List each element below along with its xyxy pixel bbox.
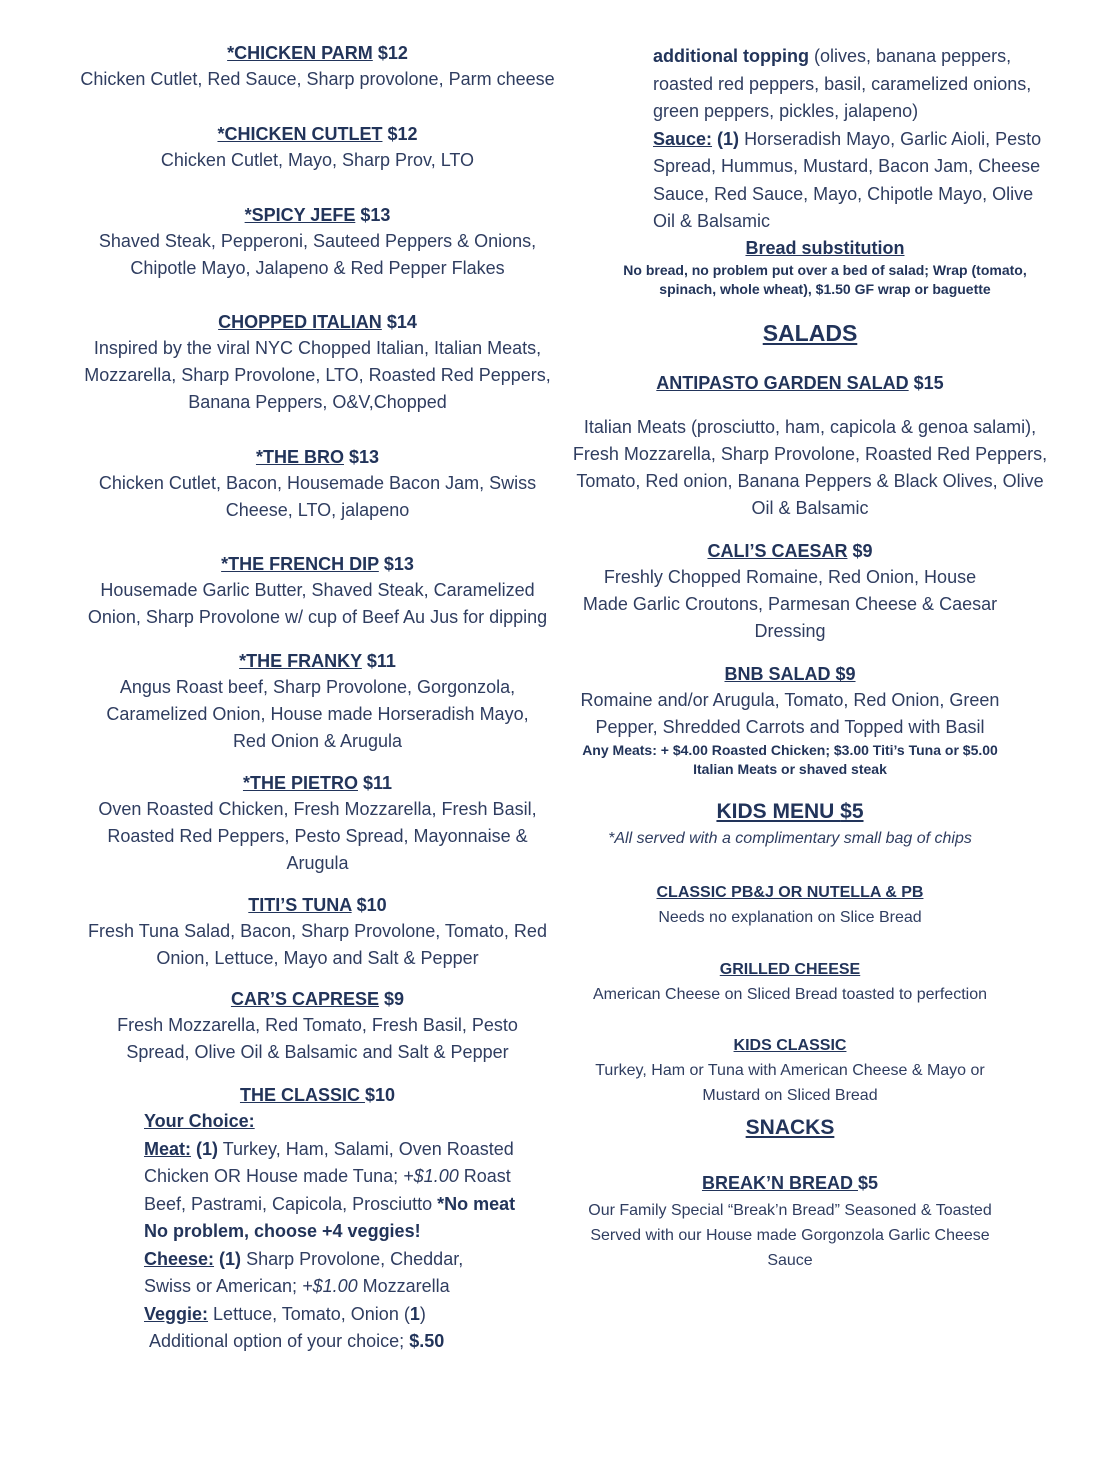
- item-price: $12: [387, 124, 418, 144]
- item-description: Roasted Red Peppers, Pesto Spread, Mayonnaise &: [107, 826, 528, 846]
- item-description: Inspired by the viral NYC Chopped Italian, Italian Meats,: [93, 338, 542, 358]
- menu-item-the-pietro: [30, 770, 605, 877]
- menu-item-the-bro: [30, 444, 605, 524]
- item-name: CLASSIC PB&J OR NUTELLA & PB: [656, 884, 924, 901]
- no-meat-note: *No meat: [437, 1193, 516, 1214]
- item-description: Cheese, LTO, jalapeno: [225, 500, 410, 520]
- item-price: $15: [913, 373, 944, 393]
- menu-item-french-dip: [30, 551, 605, 631]
- sauce-options: Spread, Hummus, Mustard, Bacon Jam, Cheese: [653, 156, 1041, 176]
- item-description: Romaine and/or Arugula, Tomato, Red Onion, Green: [580, 690, 1000, 710]
- additional-topping-label: additional topping: [653, 46, 809, 66]
- bread-substitution-text: No bread, no problem put over a bed of salad; Wrap (tomato,: [623, 262, 1027, 278]
- menu-item-chopped-italian: [30, 309, 605, 416]
- veggie-options: Lettuce, Tomato, Onion (: [213, 1303, 410, 1324]
- sauce-label: Sauce:: [653, 128, 713, 149]
- item-name: GRILLED CHEESE: [719, 961, 861, 978]
- meat-options: Beef, Pastrami, Capicola, Prosciutto: [144, 1193, 433, 1214]
- bread-substitution-title: Bread substitution: [745, 238, 905, 258]
- item-name: ANTIPASTO GARDEN SALAD: [656, 373, 909, 393]
- item-description: American Cheese on Sliced Bread toasted to perfection: [592, 986, 987, 1003]
- meat-upcharge: +$1.00: [403, 1166, 459, 1186]
- item-name: *THE FRENCH DIP: [221, 554, 379, 574]
- item-description: Italian Meats (prosciutto, ham, capicola & genoa salami),: [583, 417, 1037, 437]
- menu-item-the-classic: [30, 1082, 605, 1108]
- bread-substitution-text: spinach, whole wheat), $1.50 GF wrap or baguette: [659, 281, 991, 297]
- item-price: $5: [857, 1173, 879, 1193]
- meat-options: Chicken OR House made Tuna;: [144, 1166, 399, 1186]
- your-choice-label: Your Choice:: [144, 1111, 255, 1131]
- item-description: Banana Peppers, O&V,Chopped: [188, 392, 447, 412]
- cheese-options: Sharp Provolone, Cheddar,: [246, 1248, 464, 1269]
- meat-count: (1): [196, 1138, 219, 1159]
- item-description: Freshly Chopped Romaine, Red Onion, House: [603, 567, 977, 587]
- item-name: CAR’S CAPRESE: [230, 989, 379, 1009]
- sauce-count: (1): [717, 128, 740, 149]
- veggie-count: 1: [409, 1303, 420, 1324]
- salads-section-heading: [550, 320, 1070, 347]
- topping-list: green peppers, pickles, jalapeno): [653, 101, 919, 121]
- meat-options: Turkey, Ham, Salami, Oven Roasted: [222, 1138, 514, 1159]
- sauce-options: Oil & Balsamic: [653, 211, 771, 231]
- item-description: Fresh Tuna Salad, Bacon, Sharp Provolone, Tomato, Red: [88, 921, 547, 941]
- item-name: BNB SALAD $9: [724, 664, 856, 684]
- item-name: *THE PIETRO: [242, 773, 358, 793]
- cheese-label: Cheese:: [144, 1248, 215, 1269]
- item-name: *CHICKEN CUTLET: [217, 124, 383, 144]
- item-name: BREAK’N BREAD: [701, 1173, 858, 1193]
- classic-options: [144, 1108, 564, 1356]
- item-name: CHOPPED ITALIAN: [218, 312, 382, 332]
- section-heading: SNACKS: [745, 1116, 835, 1139]
- item-price: $11: [362, 773, 393, 793]
- item-description: Arugula: [286, 853, 349, 873]
- item-description: Fresh Mozzarella, Red Tomato, Fresh Basil, Pesto: [117, 1015, 518, 1035]
- antipasto-description: [550, 414, 1070, 522]
- section-heading: SALADS: [762, 320, 858, 346]
- item-price: $11: [366, 651, 396, 671]
- meat-options: Roast: [463, 1166, 511, 1186]
- item-description: Angus Roast beef, Sharp Provolone, Gorgonzola,: [119, 677, 516, 697]
- menu-item-pbj: [530, 881, 1050, 930]
- item-description: Chicken Cutlet, Mayo, Sharp Prov, LTO: [160, 150, 475, 170]
- kids-note: *All served with a complimentary small bag of chips: [608, 830, 972, 847]
- item-description: Mozzarella, Sharp Provolone, LTO, Roasted Red Peppers,: [84, 365, 551, 385]
- veggie-options: ): [419, 1303, 426, 1324]
- item-name: *THE FRANKY: [239, 651, 362, 671]
- cheese-count: (1): [219, 1248, 242, 1269]
- item-price: $9: [384, 989, 405, 1009]
- topping-list: roasted red peppers, basil, caramelized onions,: [653, 73, 1032, 94]
- item-price: $9: [852, 541, 873, 561]
- item-description: Made Garlic Croutons, Parmesan Cheese & Caesar: [582, 594, 998, 614]
- item-description: Housemade Garlic Butter, Shaved Steak, Caramelized: [100, 580, 535, 600]
- menu-item-titis-tuna: [30, 892, 605, 972]
- item-price: $10: [356, 895, 387, 915]
- cheese-upcharge: +$1.00: [302, 1276, 358, 1296]
- additional-option: Additional option of your choice;: [149, 1331, 405, 1351]
- item-description: Tomato, Red onion, Banana Peppers & Black Olives, Olive: [576, 471, 1044, 491]
- menu-item-kids-classic: [530, 1034, 1050, 1108]
- item-description: Fresh Mozzarella, Sharp Provolone, Roasted Red Peppers,: [572, 444, 1048, 464]
- item-description: Pepper, Shredded Carrots and Topped with Basil: [595, 717, 985, 737]
- item-description: Oil & Balsamic: [751, 498, 869, 518]
- item-description: Chicken Cutlet, Red Sauce, Sharp provolone, Parm cheese: [80, 69, 555, 89]
- item-description: Sauce: [767, 1252, 813, 1269]
- menu-item-bnb-salad: [530, 661, 1050, 779]
- item-price: $13: [383, 554, 414, 574]
- cheese-options: Swiss or American;: [144, 1276, 298, 1296]
- item-description: Chicken Cutlet, Bacon, Housemade Bacon Jam, Swiss: [98, 473, 537, 493]
- menu-item-spicy-jefe: [30, 202, 605, 282]
- item-description: Turkey, Ham or Tuna with American Cheese & Mayo or: [595, 1062, 985, 1079]
- item-price: $10: [364, 1085, 396, 1105]
- item-description: Dressing: [754, 621, 826, 641]
- no-meat-note: No problem, choose +4 veggies!: [144, 1221, 421, 1241]
- item-description: Onion, Sharp Provolone w/ cup of Beef Au Jus for dipping: [87, 607, 548, 627]
- item-name: THE CLASSIC: [239, 1085, 365, 1105]
- meat-label: Meat:: [144, 1138, 192, 1159]
- item-description: Our Family Special “Break’n Bread” Seasoned & Toasted: [588, 1202, 992, 1219]
- item-description: Oven Roasted Chicken, Fresh Mozzarella, Fresh Basil,: [98, 799, 537, 819]
- menu-item-chicken-cutlet: [30, 121, 605, 174]
- item-name: *CHICKEN PARM: [227, 43, 373, 63]
- menu-item-antipasto-salad: [540, 370, 1060, 396]
- item-description: Mustard on Sliced Bread: [702, 1087, 878, 1104]
- add-meat-note: Any Meats: + $4.00 Roasted Chicken; $3.00 Titi’s Tuna or $5.00: [582, 742, 998, 758]
- veggie-label: Veggie:: [144, 1303, 209, 1324]
- menu-item-the-franky: [30, 648, 605, 755]
- item-description: Onion, Lettuce, Mayo and Salt & Pepper: [156, 948, 479, 968]
- topping-list: (olives, banana peppers,: [814, 46, 1012, 66]
- section-heading: KIDS MENU: [716, 800, 841, 823]
- item-description: Served with our House made Gorgonzola Garlic Cheese: [590, 1227, 990, 1244]
- sauce-options: Sauce, Red Sauce, Mayo, Chipotle Mayo, Olive: [653, 183, 1034, 204]
- menu-item-calis-caesar: [530, 538, 1050, 645]
- bread-substitution: [565, 235, 1085, 299]
- item-description: Caramelized Onion, House made Horseradish Mayo,: [106, 704, 529, 724]
- item-description: Spread, Olive Oil & Balsamic and Salt & Pepper: [126, 1042, 509, 1062]
- item-name: KIDS CLASSIC: [733, 1037, 847, 1054]
- menu-item-grilled-cheese: [530, 958, 1050, 1007]
- item-description: Needs no explanation on Slice Bread: [658, 909, 922, 926]
- classic-options-continued: [653, 43, 1073, 236]
- cheese-options: Mozzarella: [362, 1276, 450, 1296]
- item-name: TITI’S TUNA: [248, 895, 352, 915]
- snacks-section-heading: [530, 1116, 1050, 1140]
- item-name: *THE BRO: [255, 447, 344, 467]
- menu-item-chicken-parm: [30, 40, 605, 93]
- item-price: $13: [348, 447, 380, 467]
- item-description: Red Onion & Arugula: [232, 731, 403, 751]
- item-description: Shaved Steak, Pepperoni, Sauteed Peppers & Onions,: [98, 231, 537, 251]
- sauce-options: Horseradish Mayo, Garlic Aioli, Pesto: [744, 128, 1042, 149]
- item-price: $14: [386, 312, 417, 332]
- item-description: Chipotle Mayo, Jalapeno & Red Pepper Flakes: [130, 258, 505, 278]
- item-price: $13: [360, 205, 391, 225]
- kids-menu-section: [530, 800, 1050, 848]
- item-name: CALI’S CAESAR: [707, 541, 848, 561]
- add-meat-note: Italian Meats or shaved steak: [693, 761, 887, 777]
- menu-item-break-n-bread: [530, 1170, 1050, 1273]
- kids-price: $5: [840, 800, 864, 823]
- item-price: $12: [377, 43, 408, 63]
- item-name: *SPICY JEFE: [244, 205, 356, 225]
- additional-price: $.50: [409, 1331, 445, 1351]
- menu-item-cars-caprese: [30, 986, 605, 1066]
